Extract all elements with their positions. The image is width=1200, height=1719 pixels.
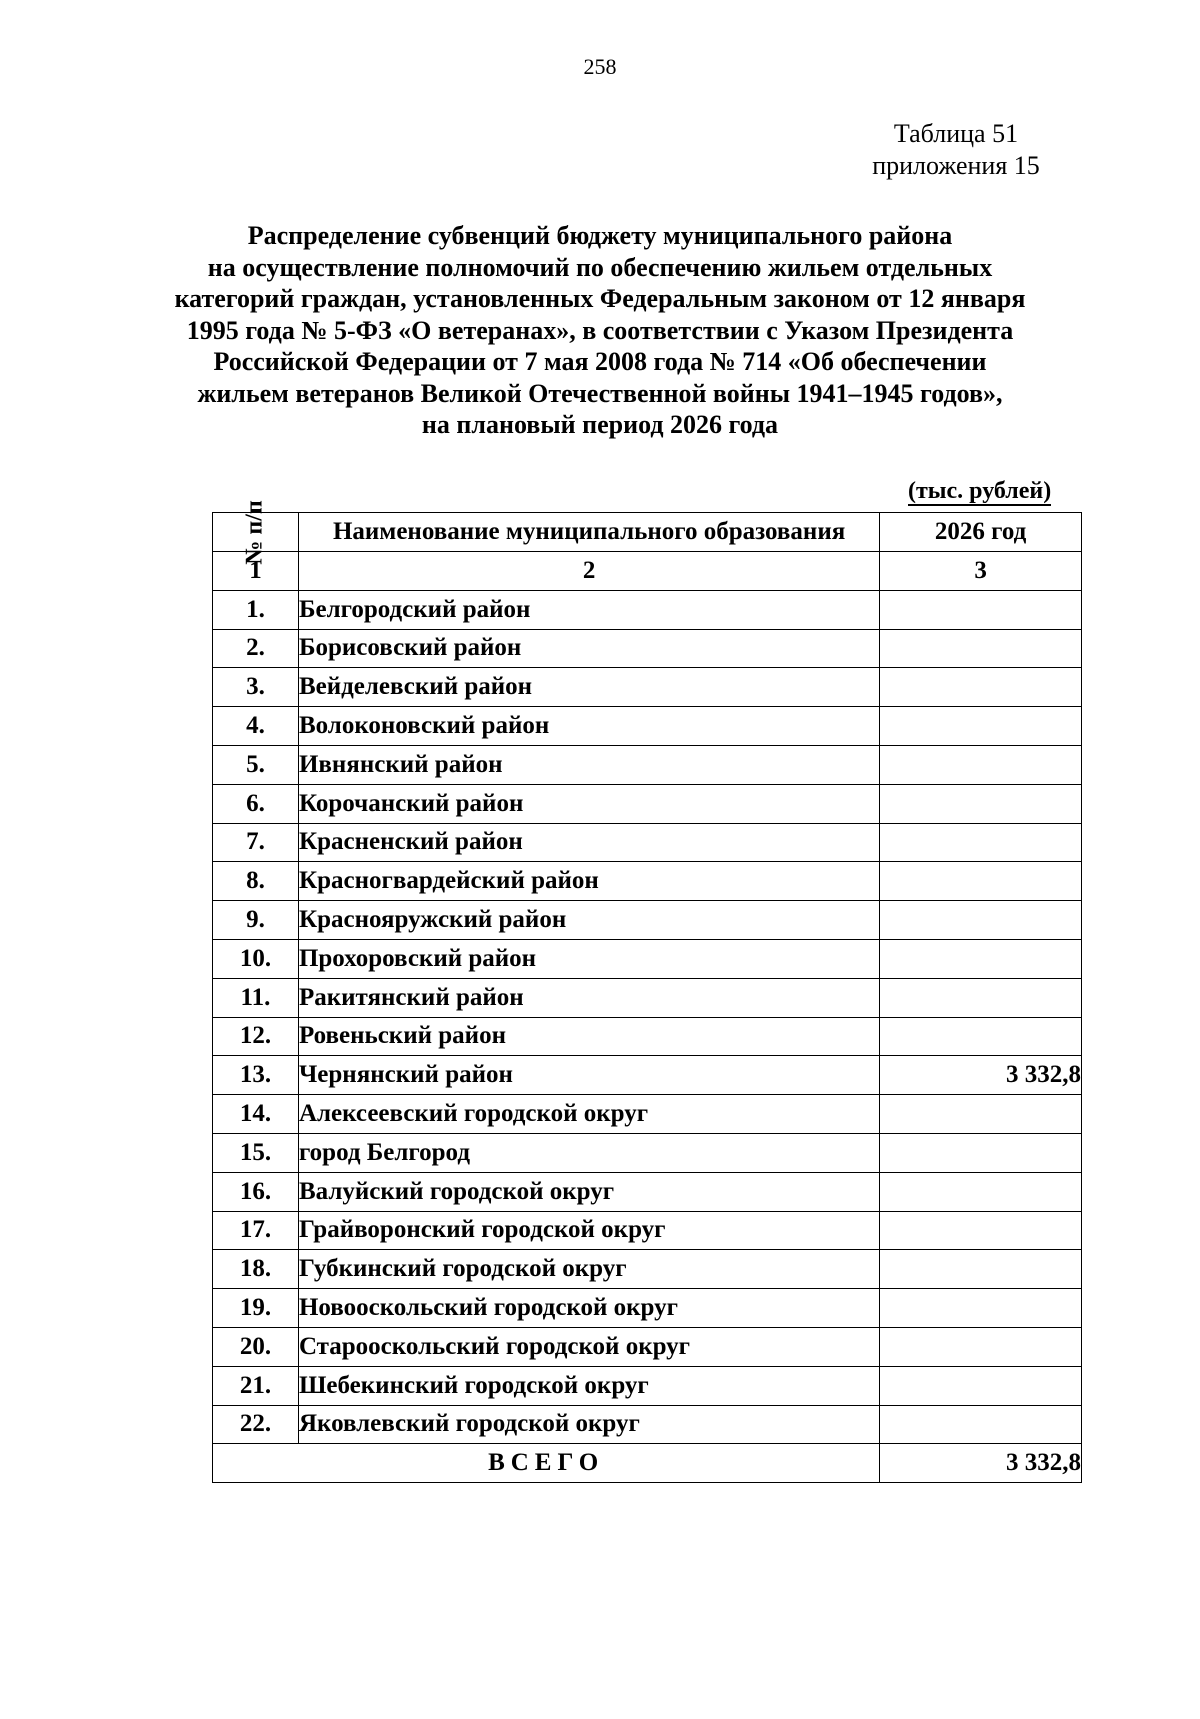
cell-num: 21. (213, 1366, 299, 1405)
table-row (213, 745, 1082, 784)
units-label: (тыс. рублей) (908, 478, 1052, 504)
cell-value (880, 978, 1082, 1017)
table-row (213, 1211, 1082, 1250)
cell-name: Белгородский район (298, 590, 879, 629)
cell-value (880, 1327, 1082, 1366)
table-row (213, 1172, 1082, 1211)
cell-name: Ивнянский район (298, 745, 879, 784)
table-row (213, 784, 1082, 823)
table-row (213, 1133, 1082, 1172)
cell-value (880, 745, 1082, 784)
cell-value (880, 939, 1082, 978)
table-row (213, 1366, 1082, 1405)
table-row (213, 939, 1082, 978)
cell-name: Ровеньский район (298, 1017, 879, 1056)
title-line: на осуществление полномочий по обеспечению жильем отдельных (207, 252, 993, 282)
cell-num: 4. (213, 707, 299, 746)
cell-name: Чернянский район (298, 1056, 879, 1095)
cell-num: 13. (213, 1056, 299, 1095)
total-row (213, 1444, 1082, 1483)
table-row (213, 1405, 1082, 1444)
cell-num: 17. (213, 1211, 299, 1250)
index-cell: 2 (298, 551, 879, 590)
table-row (213, 1056, 1082, 1095)
cell-num: 16. (213, 1172, 299, 1211)
cell-name: Шебекинский городской округ (298, 1366, 879, 1405)
table-row (213, 707, 1082, 746)
table-row (213, 629, 1082, 668)
cell-name: Корочанский район (298, 784, 879, 823)
cell-name: Алексеевский городской округ (298, 1095, 879, 1134)
cell-num: 20. (213, 1327, 299, 1366)
cell-num: 8. (213, 862, 299, 901)
cell-num: 2. (213, 629, 299, 668)
cell-num: 1. (213, 590, 299, 629)
cell-name: Красненский район (298, 823, 879, 862)
document-title (150, 220, 1050, 441)
total-value: 3 332,8 (880, 1444, 1082, 1483)
cell-num: 9. (213, 901, 299, 940)
table-row (213, 823, 1082, 862)
header-num (213, 500, 299, 565)
cell-num: 18. (213, 1250, 299, 1289)
cell-num: 5. (213, 745, 299, 784)
cell-name: Волоконовский район (298, 707, 879, 746)
cell-num: 22. (213, 1405, 299, 1444)
cell-value (880, 823, 1082, 862)
cell-num: 15. (213, 1133, 299, 1172)
table-row (213, 1289, 1082, 1328)
cell-value (880, 707, 1082, 746)
table-row (213, 1250, 1082, 1289)
table-row (213, 668, 1082, 707)
cell-name: Старооскольский городской округ (298, 1327, 879, 1366)
cell-value (880, 1133, 1082, 1172)
cell-value (880, 629, 1082, 668)
cell-name: Грайворонский городской округ (298, 1211, 879, 1250)
title-line: жильем ветеранов Великой Отечественной войны 1941–1945 годов», (197, 378, 1003, 408)
index-cell: 1 (213, 551, 299, 590)
cell-num: 7. (213, 823, 299, 862)
table-row (213, 1017, 1082, 1056)
cell-value (880, 1250, 1082, 1289)
cell-value (880, 1095, 1082, 1134)
cell-name: Красногвардейский район (298, 862, 879, 901)
table-row (213, 1327, 1082, 1366)
cell-name: Вейделевский район (298, 668, 879, 707)
header-year: 2026 год (880, 513, 1082, 552)
cell-value (880, 1289, 1082, 1328)
cell-value (880, 1017, 1082, 1056)
table-header-row (213, 513, 1082, 552)
table-row (213, 1095, 1082, 1134)
header-name: Наименование муниципального образования (298, 513, 879, 552)
cell-value (880, 1211, 1082, 1250)
total-label: ВСЕГО (213, 1444, 880, 1483)
column-index-row (213, 551, 1082, 590)
cell-value (880, 1366, 1082, 1405)
cell-name: Прохоровский район (298, 939, 879, 978)
table-row (213, 590, 1082, 629)
cell-num: 11. (213, 978, 299, 1017)
cell-num: 6. (213, 784, 299, 823)
cell-value (880, 1405, 1082, 1444)
cell-name: Губкинский городской округ (298, 1250, 879, 1289)
cell-name: Новооскольский городской округ (298, 1289, 879, 1328)
distribution-table (212, 500, 1082, 1483)
cell-value: 3 332,8 (880, 1056, 1082, 1095)
title-line: категорий граждан, установленных Федеральным законом от 12 января (174, 284, 1026, 313)
cell-value (880, 784, 1082, 823)
cell-value (880, 668, 1082, 707)
index-cell: 3 (880, 551, 1082, 590)
title-line: Распределение субвенций бюджету муниципального района (247, 221, 953, 250)
cell-name: Борисовский район (298, 629, 879, 668)
title-line: 1995 года № 5-ФЗ «О ветеранах», в соответствии с Указом Президента (186, 315, 1014, 345)
cell-name: Яковлевский городской округ (298, 1405, 879, 1444)
header-num-label: № п/п (241, 500, 268, 565)
table-ref-line2: приложения 15 (872, 151, 1040, 180)
cell-value (880, 1172, 1082, 1211)
cell-value (880, 862, 1082, 901)
table-ref-line1: Таблица 51 (893, 119, 1019, 148)
cell-num: 19. (213, 1289, 299, 1328)
cell-value (880, 590, 1082, 629)
cell-num: 3. (213, 668, 299, 707)
title-line: на плановый период 2026 года (421, 410, 779, 439)
cell-num: 12. (213, 1017, 299, 1056)
cell-name: Краснояружский район (298, 901, 879, 940)
page-number: 258 (583, 54, 617, 79)
title-line: Российской Федерации от 7 мая 2008 года № 714 «Об обеспечении (213, 347, 987, 376)
table-row (213, 978, 1082, 1017)
cell-value (880, 901, 1082, 940)
cell-name: город Белгород (298, 1133, 879, 1172)
cell-name: Ракитянский район (298, 978, 879, 1017)
cell-num: 14. (213, 1095, 299, 1134)
cell-num: 10. (213, 939, 299, 978)
table-row (213, 901, 1082, 940)
table-reference (856, 118, 1056, 182)
table-row (213, 862, 1082, 901)
cell-name: Валуйский городской округ (298, 1172, 879, 1211)
